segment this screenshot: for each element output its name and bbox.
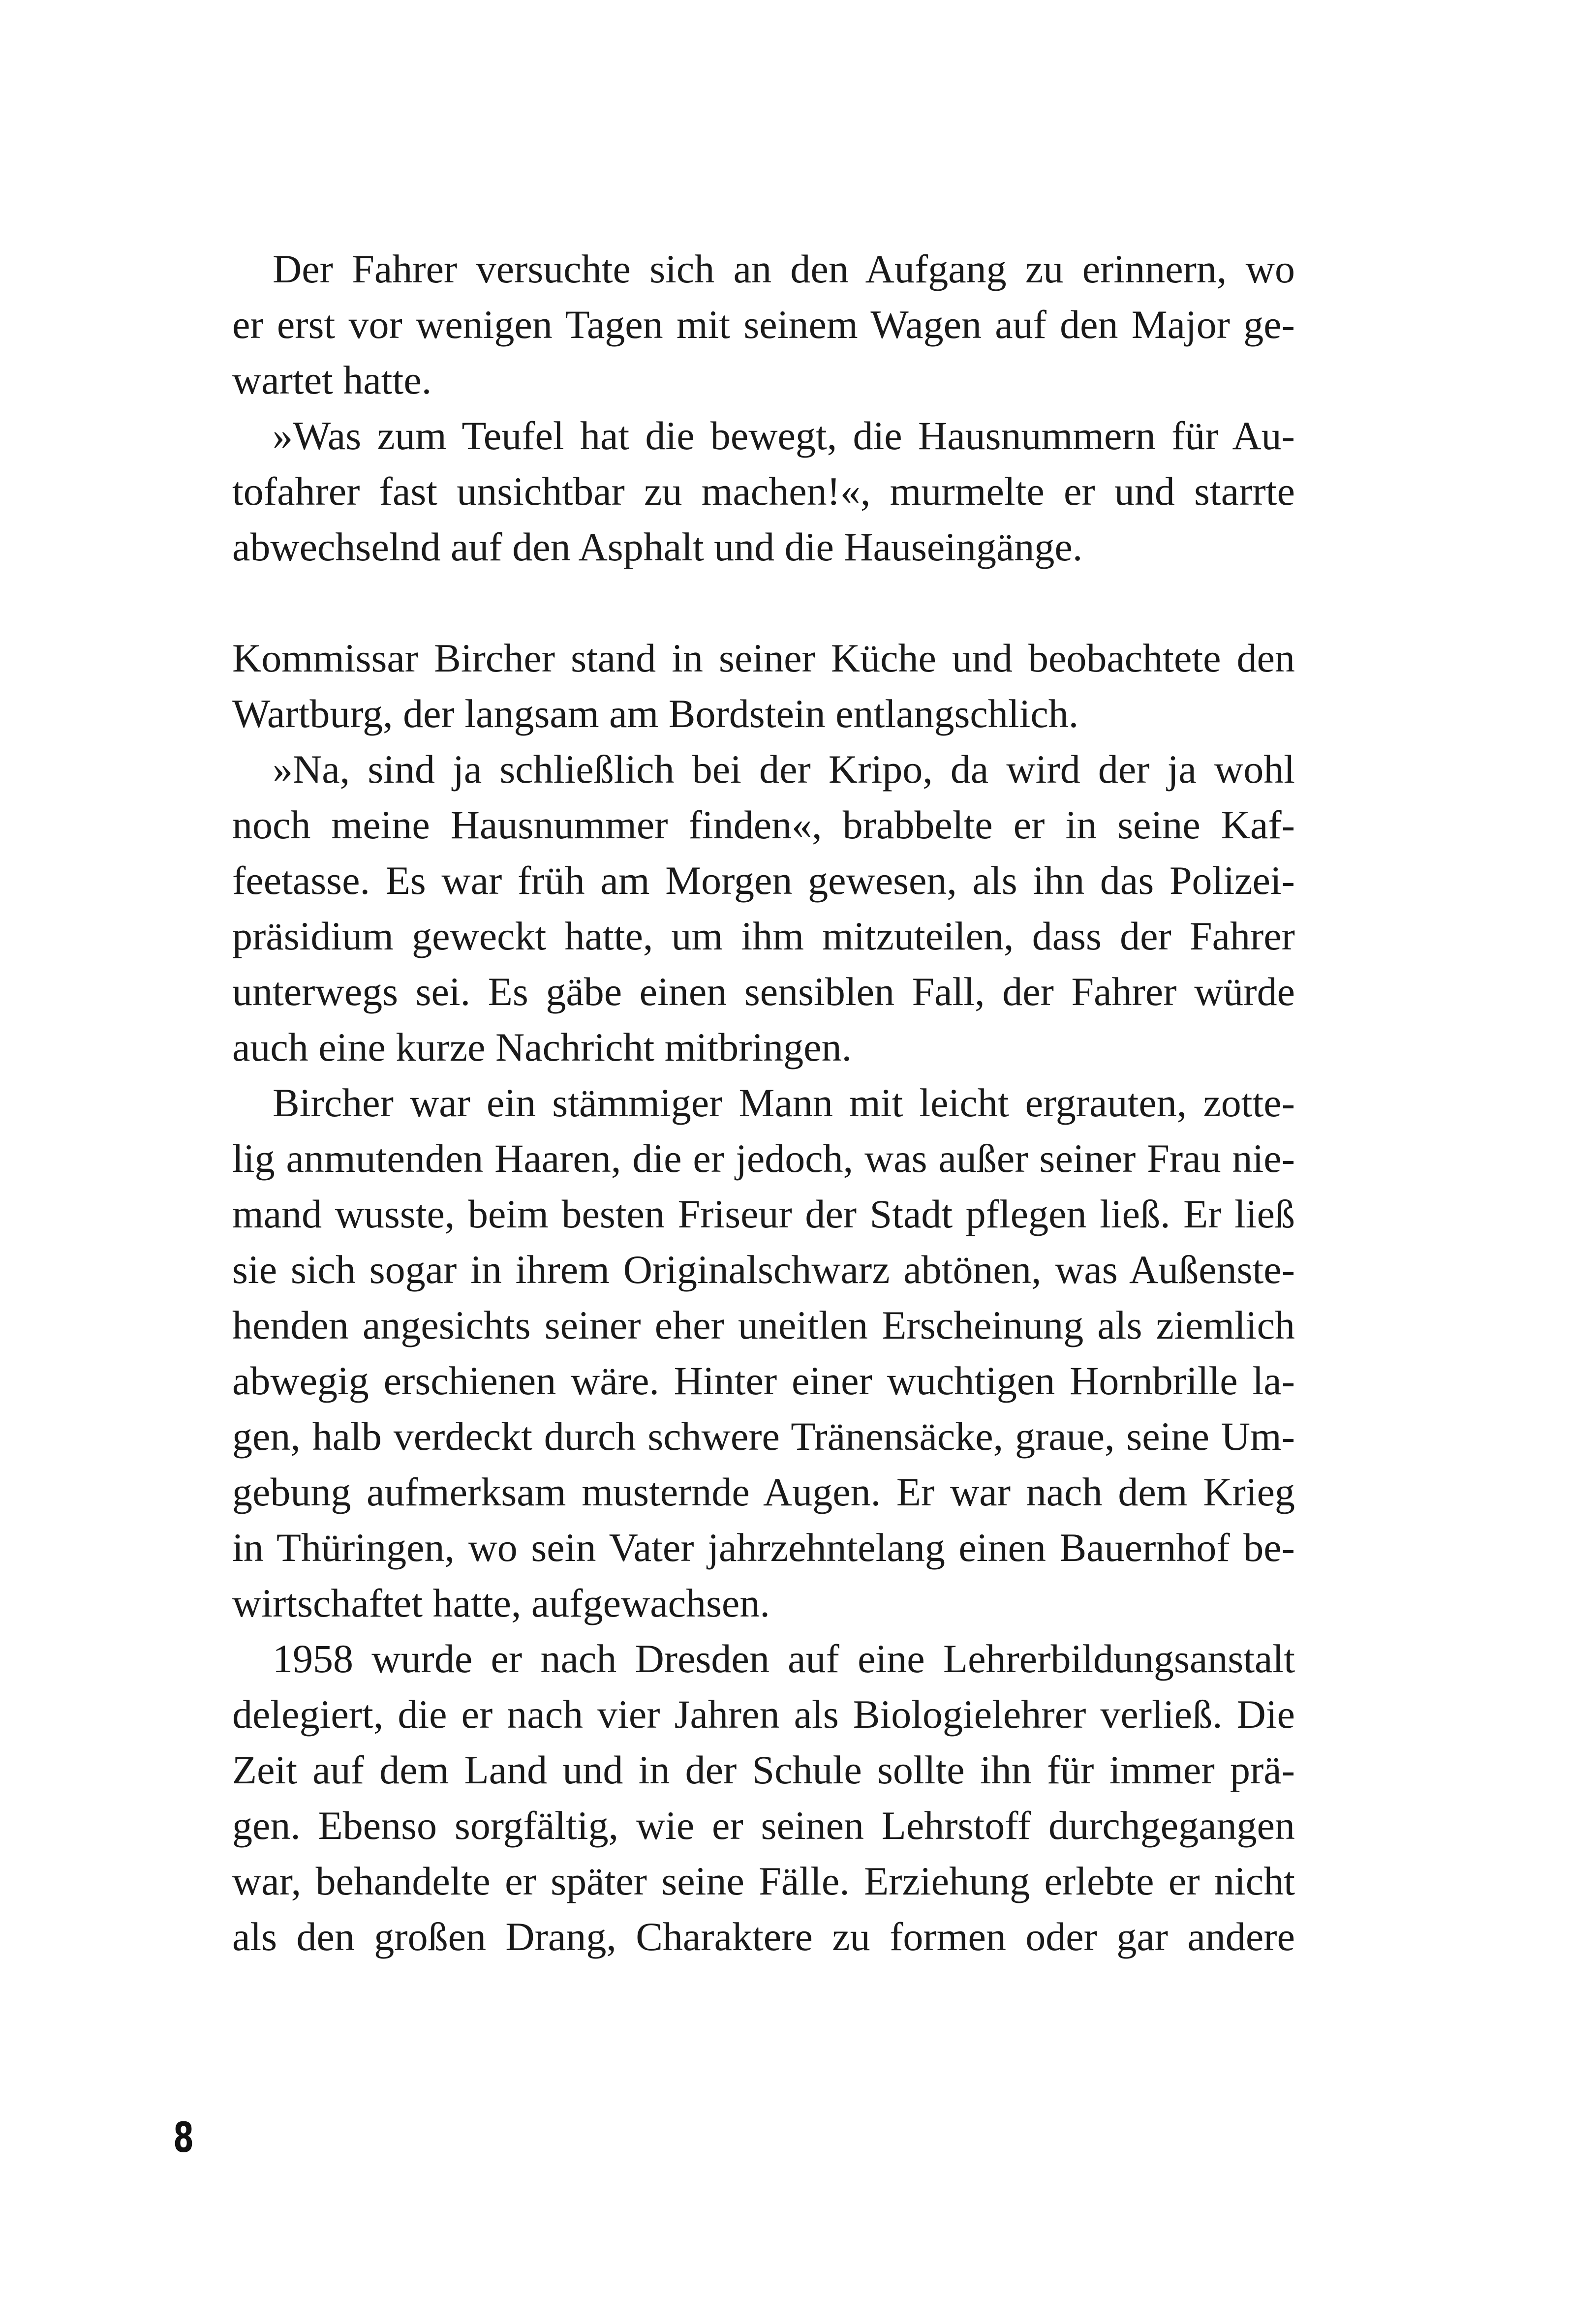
text-line: »Was zum Teufel hat die bewegt, die Hausnummern für Au- — [273, 413, 1295, 458]
text-line: Wartburg, der langsam am Bordstein entlangschlich. — [232, 691, 1079, 736]
text-line: lig anmutenden Haaren, die er jedoch, was außer seiner Frau nie- — [232, 1136, 1295, 1181]
text-line: sie sich sogar in ihrem Originalschwarz abtönen, was Außenste- — [232, 1247, 1295, 1292]
text-line: henden angesichts seiner eher uneitlen Erscheinung als ziemlich — [232, 1303, 1295, 1347]
text-line: als den großen Drang, Charaktere zu formen oder gar andere — [232, 1914, 1295, 1959]
text-line: Der Fahrer versuchte sich an den Aufgang zu erinnern, wo — [273, 246, 1295, 291]
section-break — [232, 575, 1295, 630]
text-line: auch eine kurze Nachricht mitbringen. — [232, 1025, 852, 1070]
text-line: mand wusste, beim besten Friseur der Stadt pflegen ließ. Er ließ — [232, 1192, 1295, 1236]
text-line: feetasse. Es war früh am Morgen gewesen, als ihn das Polizei- — [232, 858, 1295, 903]
text-line: noch meine Hausnummer finden«, brabbelte er in seine Kaf- — [232, 802, 1295, 847]
text-line: »Na, sind ja schließlich bei der Kripo, da wird der ja wohl — [273, 747, 1295, 792]
text-line: unterwegs sei. Es gäbe einen sensiblen Fall, der Fahrer würde — [232, 969, 1295, 1014]
text-line: abwegig erschienen wäre. Hinter einer wuchtigen Hornbrille la- — [232, 1358, 1295, 1403]
text-line: präsidium geweckt hatte, um ihm mitzuteilen, dass der Fahrer — [232, 914, 1295, 958]
text-line: Kommissar Bircher stand in seiner Küche und beobachtete den — [232, 636, 1295, 680]
page-number: 8 — [173, 2113, 194, 2162]
text-line: wirtschaftet hatte, aufgewachsen. — [232, 1581, 770, 1625]
text-line: abwechselnd auf den Asphalt und die Hauseingänge. — [232, 524, 1083, 569]
text-line: tofahrer fast unsichtbar zu machen!«, murmelte er und starrte — [232, 469, 1295, 514]
text-line: Bircher war ein stämmiger Mann mit leicht ergrauten, zotte- — [273, 1080, 1295, 1125]
text-line: war, behandelte er später seine Fälle. Erziehung erlebte er nicht — [232, 1859, 1295, 1903]
text-line: wartet hatte. — [232, 358, 432, 402]
text-line: in Thüringen, wo sein Vater jahrzehntelang einen Bauernhof be- — [232, 1525, 1295, 1570]
body-text — [232, 241, 1295, 1964]
text-line: gen, halb verdeckt durch schwere Tränensäcke, graue, seine Um- — [232, 1414, 1295, 1459]
text-line: Zeit auf dem Land und in der Schule sollte ihn für immer prä- — [232, 1747, 1295, 1792]
text-line: gebung aufmerksam musternde Augen. Er war nach dem Krieg — [232, 1469, 1295, 1514]
text-line: 1958 wurde er nach Dresden auf eine Lehrerbildungsanstalt — [273, 1636, 1295, 1681]
text-line: gen. Ebenso sorgfältig, wie er seinen Lehrstoff durchgegangen — [232, 1803, 1295, 1848]
text-line: delegiert, die er nach vier Jahren als Biologielehrer verließ. Die — [232, 1692, 1295, 1737]
text-line: er erst vor wenigen Tagen mit seinem Wagen auf den Major ge- — [232, 302, 1295, 347]
